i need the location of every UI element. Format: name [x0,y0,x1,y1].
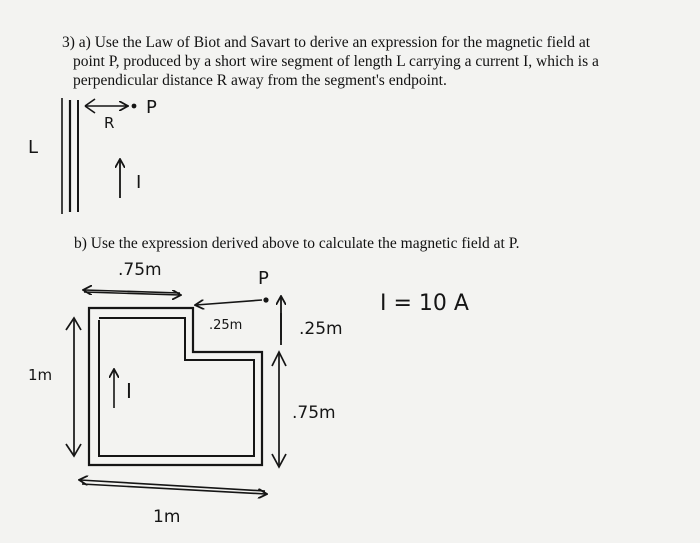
inner-gap-arrow [196,300,262,305]
question-line-3: perpendicular distance R away from the segment's endpoint. [73,72,447,89]
distance-label: R [104,114,115,132]
sketch-b [28,260,469,527]
question-line-1: 3) a) Use the Law of Biot and Savart to derive an expression for the magnetic field at [62,34,591,51]
wire-loop-inner [99,318,254,456]
sketch-a [28,97,157,214]
right-height-label: .75m [292,403,336,423]
current-label-b: I [126,379,132,403]
bottom-width-label: 1m [153,507,181,527]
point-p-label-b: P [258,268,269,289]
point-p-dot [132,104,137,109]
inner-gap-label: .25m [209,318,243,333]
question-part-b: b) Use the expression derived above to calculate the magnetic field at P. [74,235,520,252]
current-label-a: I [136,172,142,193]
length-label: L [28,137,39,158]
point-p-dot-b [263,297,268,302]
point-p-label: P [146,97,157,118]
question-line-2: point P, produced by a short wire segment of length L carrying a current I, which is a [73,53,599,70]
current-value-label: I = 10 A [380,291,469,316]
top-width-label: .75m [118,260,162,280]
left-height-label: 1m [28,366,53,384]
vertical-gap-label: .25m [299,319,343,339]
